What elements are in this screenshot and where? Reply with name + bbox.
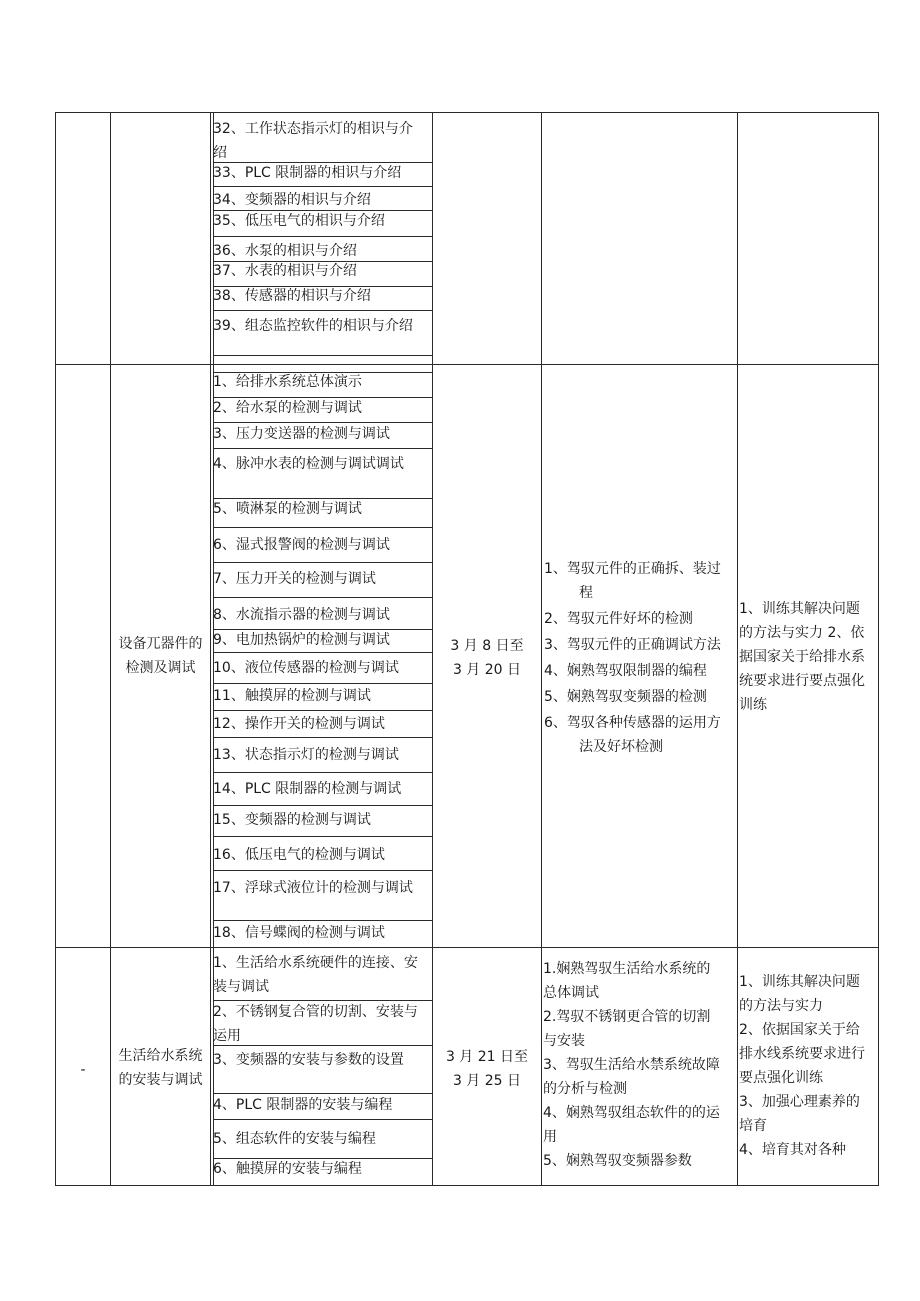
module-title-line: 设备兀器件的 [118, 636, 203, 652]
date-line: 3 月 21 日至 [445, 1049, 529, 1065]
goal-line: 与安装 [543, 1033, 585, 1049]
item-divider [213, 448, 433, 449]
requirement-line: 据国家关于给排水系 [739, 649, 865, 665]
goal-line: 程 [579, 585, 593, 601]
list-item: 38、传感器的相识与介绍 [213, 288, 371, 304]
table-border-right [878, 112, 879, 1186]
goal-line: 2.驾驭不锈钢更合管的切割 [543, 1009, 711, 1025]
date-range [433, 1045, 541, 1093]
item-divider [213, 652, 433, 653]
module-title-line: 的安装与调试 [118, 1072, 203, 1088]
list-item: 10、液位传感器的检测与调试 [213, 660, 399, 676]
item-divider [213, 737, 433, 738]
list-item: 8、水流指示器的检测与调试 [213, 607, 390, 623]
list-item: 1、给排水系统总体演示 [213, 374, 362, 390]
goal-line: 5、娴熟驾驭变频器的检测 [544, 689, 707, 705]
list-item: 5、喷淋泵的检测与调试 [213, 501, 362, 517]
list-item: 36、水泵的相识与介绍 [213, 243, 357, 259]
item-divider [213, 1119, 433, 1120]
module-title [111, 632, 210, 680]
module-title-line: 生活给水系统 [118, 1048, 203, 1064]
goal-line: 法及好坏检测 [579, 739, 663, 755]
list-item: 17、浮球式液位计的检测与调试 [213, 880, 413, 896]
item-divider [213, 1045, 433, 1046]
item-divider [213, 527, 433, 528]
item-divider [213, 710, 433, 711]
list-item: 运用 [213, 1028, 241, 1044]
list-item: 4、PLC 限制器的安装与编程 [213, 1097, 393, 1113]
list-item: 14、PLC 限制器的检测与调试 [213, 781, 402, 797]
item-divider [213, 805, 433, 806]
requirement-line: 1、训练其解决问题 [739, 974, 860, 990]
table-border-bottom [55, 1185, 879, 1186]
column-divider-2a [210, 112, 211, 1186]
list-item: 6、湿式报警阀的检测与调试 [213, 537, 390, 553]
requirement-line: 1、训练其解决问题 [739, 601, 860, 617]
goal-line: 4、娴熟驾驭组态软件的的运 [543, 1105, 720, 1121]
list-item: 绍 [213, 145, 227, 161]
goal-line: 1.娴熟驾驭生活给水系统的 [543, 961, 711, 977]
date-range [433, 634, 541, 682]
goal-line: 2、驾驭元件好坏的检测 [544, 611, 693, 627]
module-title-line: 检测及调试 [125, 660, 196, 676]
requirement-line: 要点强化训练 [739, 1070, 823, 1086]
list-item: 12、操作开关的检测与调试 [213, 716, 385, 732]
item-divider [213, 236, 433, 237]
list-item: 7、压力开关的检测与调试 [213, 571, 376, 587]
date-line: 3 月 20 日 [452, 662, 522, 678]
requirement-line: 排水线系统要求进行 [739, 1046, 865, 1062]
list-item: 3、变频器的安装与参数的设置 [213, 1052, 404, 1068]
goal-line: 的分析与检测 [543, 1081, 627, 1097]
item-divider [213, 355, 433, 356]
goal-line: 1、驾驭元件的正确拆、装过 [544, 561, 721, 577]
list-item: 4、脉冲水表的检测与调试调试 [213, 456, 404, 472]
item-divider [213, 870, 433, 871]
list-item: 装与调试 [213, 979, 269, 995]
list-item: 13、状态指示灯的检测与调试 [213, 747, 399, 763]
date-line: 3 月 8 日至 [450, 638, 524, 654]
goal-line: 6、驾驭各种传感器的运用方 [544, 715, 721, 731]
list-item: 2、不锈钢复合管的切割、安装与 [213, 1004, 418, 1020]
item-divider [213, 186, 433, 187]
list-item: 37、水表的相识与介绍 [213, 263, 357, 279]
requirements-text [739, 970, 877, 1162]
item-divider [213, 836, 433, 837]
item-divider [213, 310, 433, 311]
list-item: 33、PLC 限制器的相识与介绍 [213, 165, 402, 181]
list-item: 34、变频器的相识与介绍 [213, 192, 371, 208]
requirement-line: 4、培育其对各种 [739, 1142, 846, 1158]
list-item: 11、触摸屏的检测与调试 [213, 688, 371, 704]
requirement-line: 训练 [739, 697, 767, 713]
goal-line: 3、驾驭元件的正确调试方法 [544, 637, 721, 653]
list-item: 16、低压电气的检测与调试 [213, 847, 385, 863]
goals-text [543, 957, 736, 1173]
goal-line: 4、娴熟驾驭限制器的编程 [544, 663, 707, 679]
list-item: 15、变频器的检测与调试 [213, 812, 371, 828]
table-border-top [55, 112, 879, 113]
table-border-left [55, 112, 56, 1186]
list-item: 2、给水泵的检测与调试 [213, 400, 362, 416]
goal-line: 用 [543, 1129, 557, 1145]
goal-line: 5、娴熟驾驭变频器参数 [543, 1153, 692, 1169]
goal-line: 3、驾驭生活给水禁系统故障 [543, 1057, 720, 1073]
column-divider-4 [541, 112, 542, 1186]
requirement-line: 培育 [739, 1118, 767, 1134]
list-item: 3、压力变送器的检测与调试 [213, 426, 390, 442]
list-item: 32、工作状态指示灯的相识与介 [213, 121, 413, 137]
section-divider-2 [55, 947, 879, 948]
requirement-line: 2、依据国家关于给 [739, 1022, 860, 1038]
goal-line: 总体调试 [543, 985, 599, 1001]
list-item: 5、组态软件的安装与编程 [213, 1131, 376, 1147]
item-divider [213, 772, 433, 773]
list-item: 18、信号蝶阀的检测与调试 [213, 925, 385, 941]
row-number: - [80, 1062, 86, 1078]
column-divider-5 [737, 112, 738, 1186]
list-item: 9、电加热锅炉的检测与调试 [213, 632, 390, 648]
requirement-line: 3、加强心理素养的 [739, 1094, 860, 1110]
requirement-line: 的方法与实力 2、依 [739, 625, 865, 641]
list-item: 1、生活给水系统硬件的连接、安 [213, 955, 418, 971]
requirement-line: 的方法与实力 [739, 998, 823, 1014]
goals-text [544, 557, 736, 759]
module-title [111, 1044, 210, 1092]
list-item: 39、组态监控软件的相识与介绍 [213, 318, 413, 334]
item-divider [213, 597, 433, 598]
section-divider-1 [55, 364, 879, 365]
item-divider [213, 562, 433, 563]
requirements-text [739, 597, 877, 717]
list-item: 6、触摸屏的安装与编程 [213, 1161, 362, 1177]
requirement-line: 统要求进行要点强化 [739, 673, 865, 689]
list-item: 35、低压电气的相识与介绍 [213, 213, 385, 229]
date-line: 3 月 25 日 [452, 1073, 522, 1089]
